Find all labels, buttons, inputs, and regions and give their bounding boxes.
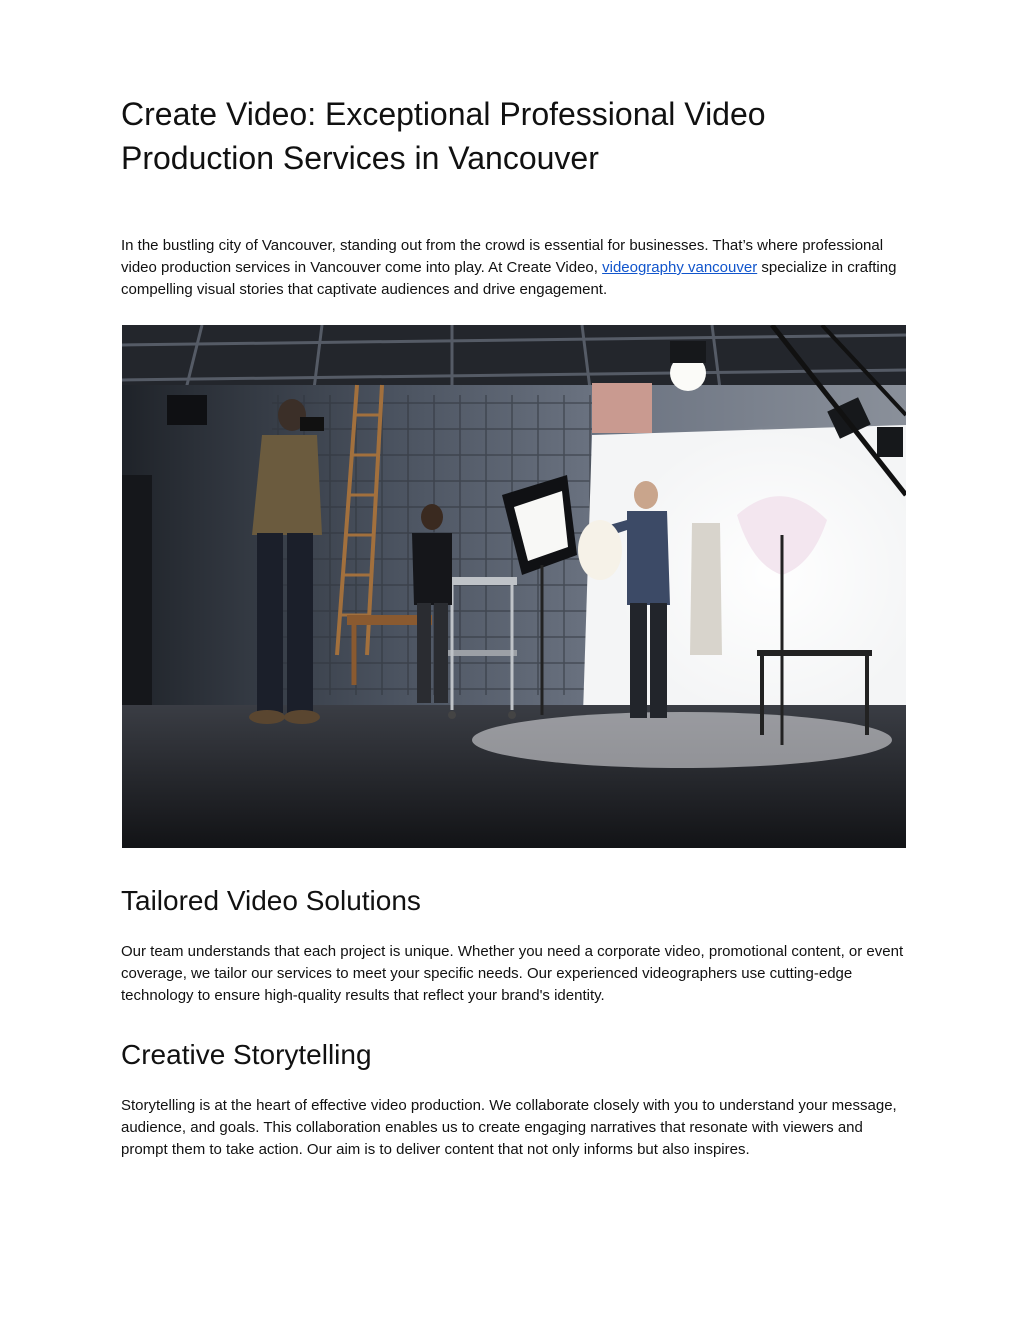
intro-paragraph xyxy=(121,235,911,301)
studio-photo xyxy=(122,325,906,848)
section-body-tailored-video-solutions: Our team understands that each project is unique. Whether you need a corporate video, promotional content, or event coverage, we tailor our services to meet your specific needs. Our experienced videographers use cutting-edge technology to ensure high-quality results that reflect your brand's identity. xyxy=(121,943,904,1004)
intro-text-after: specialize in crafting compelling visual stories that captivate audiences and drive engagement. xyxy=(121,259,897,298)
section-body-creative-storytelling: Storytelling is at the heart of effective video production. We collaborate closely with you to understand your message, audience, and goals. This collaboration enables us to create engaging narratives that resonate with viewers and prompt them to take action. Our aim is to deliver content that not only informs but also inspires. xyxy=(121,1097,897,1158)
page-title: Create Video: Exceptional Professional Video Production Services in Vancouver xyxy=(121,96,766,176)
section-heading-tailored-video-solutions: Tailored Video Solutions xyxy=(121,885,421,916)
videography-vancouver-link[interactable]: videography vancouver xyxy=(602,259,758,276)
intro-text-before: In the bustling city of Vancouver, standing out from the crowd is essential for businesses. That’s where professional video production services in Vancouver come into play. At Create Video, xyxy=(121,237,884,276)
section-heading-creative-storytelling: Creative Storytelling xyxy=(121,1039,372,1070)
